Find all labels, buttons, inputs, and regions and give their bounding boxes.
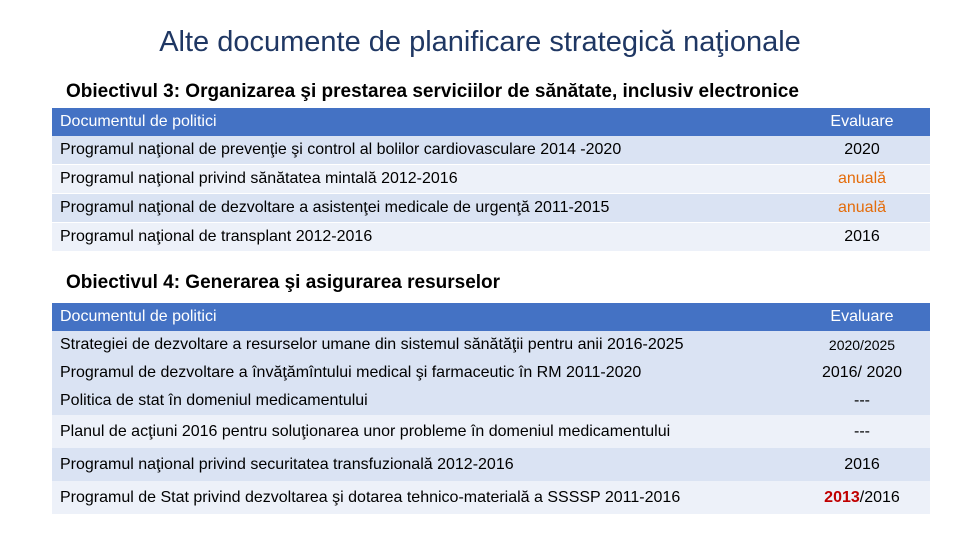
- column-header-evaluation: Evaluare: [794, 303, 930, 331]
- section-heading-objective-4: Obiectivul 4: Generarea şi asigurarea resurselor: [66, 272, 501, 293]
- document-cell: Programul naţional de prevenţie şi control al bolilor cardiovasculare 2014 -2020: [52, 136, 794, 165]
- document-cell: Programul naţional de dezvoltare a asistenţei medicale de urgenţă 2011-2015: [52, 194, 794, 223]
- document-cell: Programul de Stat privind dezvoltarea şi dotarea tehnico-materială a SSSSP 2011-2016: [52, 481, 794, 514]
- document-cell: Strategiei de dezvoltare a resurselor umane din sistemul sănătăţii pentru anii 2016-2025: [52, 331, 794, 359]
- evaluation-cell: ---: [794, 387, 930, 415]
- table-header-row: [52, 303, 930, 331]
- policy-table-objective-4: [52, 303, 930, 514]
- evaluation-cell: anuală: [794, 194, 930, 223]
- evaluation-cell: 2020/2025: [794, 331, 930, 359]
- document-cell: Programul naţional de transplant 2012-2016: [52, 223, 794, 252]
- evaluation-cell: ---: [794, 415, 930, 448]
- evaluation-cell: [794, 481, 930, 514]
- evaluation-cell: 2016: [794, 223, 930, 252]
- column-header-evaluation: Evaluare: [794, 108, 930, 136]
- page-title: Alte documente de planificare strategică naţionale: [159, 26, 801, 58]
- evaluation-cell: anuală: [794, 165, 930, 194]
- evaluation-cell: 2020: [794, 136, 930, 165]
- evaluation-cell: 2016: [794, 448, 930, 481]
- table-row: [52, 165, 930, 194]
- document-cell: Programul de dezvoltare a învăţămîntului medical şi farmaceutic în RM 2011-2020: [52, 359, 794, 387]
- evaluation-cell: 2016/ 2020: [794, 359, 930, 387]
- table-row: [52, 359, 930, 387]
- evaluation-highlight-year: 2013: [824, 488, 860, 506]
- document-cell: Programul naţional privind securitatea transfuzională 2012-2016: [52, 448, 794, 481]
- table-row: [52, 331, 930, 359]
- document-cell: Politica de stat în domeniul medicamentului: [52, 387, 794, 415]
- table-row: [52, 415, 930, 448]
- table-row: [52, 481, 930, 514]
- column-header-document: Documentul de politici: [52, 108, 794, 136]
- table-row: [52, 448, 930, 481]
- policy-table-objective-3: [52, 108, 930, 252]
- evaluation-rest: /2016: [859, 488, 900, 506]
- table-header-row: [52, 108, 930, 136]
- document-cell: Programul naţional privind sănătatea mintală 2012-2016: [52, 165, 794, 194]
- table-row: [52, 136, 930, 165]
- table-row: [52, 387, 930, 415]
- table-row: [52, 223, 930, 252]
- document-cell: Planul de acţiuni 2016 pentru soluţionarea unor probleme în domeniul medicamentului: [52, 415, 794, 448]
- column-header-document: Documentul de politici: [52, 303, 794, 331]
- section-heading-objective-3: Obiectivul 3: Organizarea şi prestarea serviciilor de sănătate, inclusiv electronice: [66, 81, 799, 102]
- table-row: [52, 194, 930, 223]
